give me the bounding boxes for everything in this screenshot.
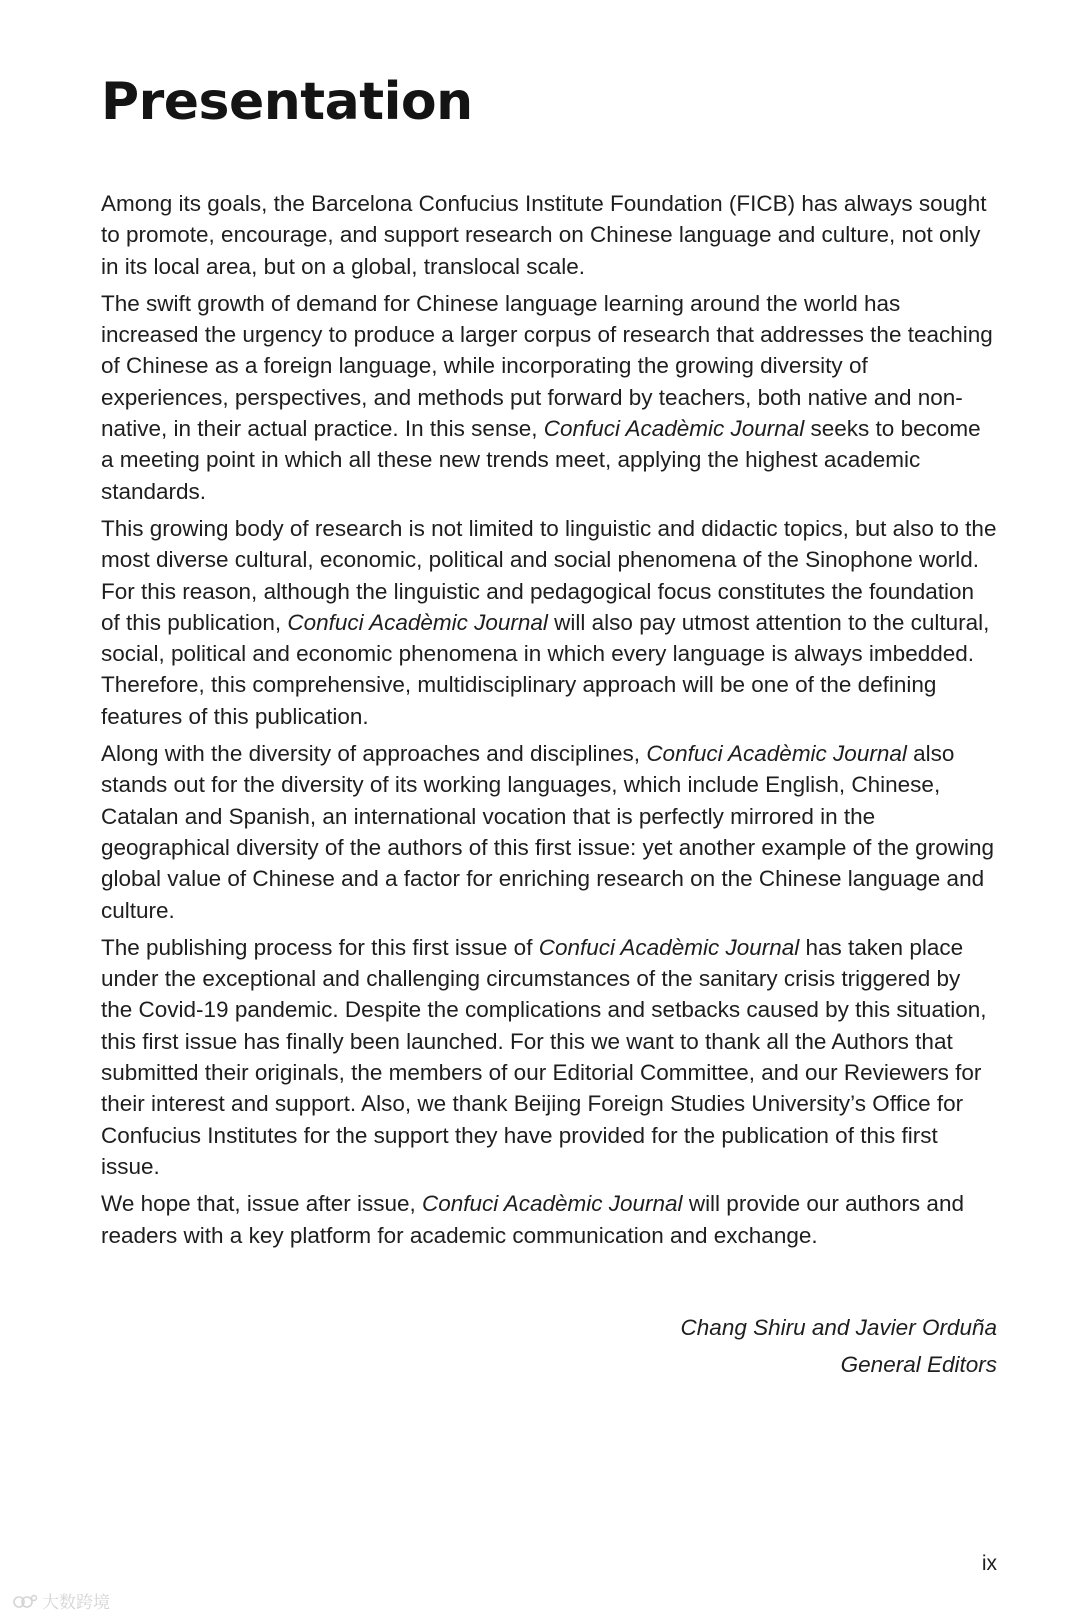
paragraph-6 bbox=[101, 1188, 997, 1251]
paragraph-6-text-before: We hope that, issue after issue, bbox=[101, 1191, 423, 1217]
paragraph-4 bbox=[101, 738, 997, 926]
paragraph-5-text-after: has taken place under the exceptional and challenging circumstances of the sanitary crisis triggered by the Covid-19 pandemic. Despite the complications and setbacks caused by this situation, this first issue has finally been launched. For this we want to thank all the Authors that submitted their originals, the members of our Editorial Committee, and our Reviewers for their interest and support. Also, we thank Beijing Foreign Studies University’s Office for Confucius Institutes for the support they have provided for the publication of this first issue. bbox=[101, 934, 987, 1179]
watermark bbox=[12, 1588, 110, 1613]
signature-role: General Editors bbox=[840, 1352, 997, 1377]
journal-title: Confuci Acadèmic Journal bbox=[422, 1191, 683, 1217]
paragraph-1 bbox=[101, 188, 997, 282]
journal-title: Confuci Acadèmic Journal bbox=[287, 609, 548, 635]
watermark-text: 大数跨境 bbox=[42, 1593, 110, 1613]
page-title: Presentation bbox=[101, 72, 473, 132]
signature-names: Chang Shiru and Javier Orduña bbox=[680, 1315, 997, 1340]
paragraph-4-text-before: Along with the diversity of approaches and disciplines, bbox=[101, 741, 647, 767]
paragraph-4-text-after: also stands out for the diversity of its working languages, which include English, Chinese, Catalan and Spanish, an international vocation that is perfectly mirrored in the geographical diversity of the authors of this first issue: yet another example of the growing global value of Chinese and a factor for enriching research on the Chinese language and culture. bbox=[101, 741, 994, 923]
paragraph-6-text-after: will provide our authors and readers with a key platform for academic communication and exchange. bbox=[101, 1191, 964, 1248]
watermark-logo-icon bbox=[12, 1593, 38, 1609]
paragraph-2-text-before: The swift growth of demand for Chinese language learning around the world has increased the urgency to produce a larger corpus of research that addresses the teaching of Chinese as a foreign language, while incorporating the growing diversity of experiences, perspectives, and methods put forward by teachers, both native and non-native, in their actual practice. In this sense, bbox=[101, 290, 993, 442]
paragraph-2-text-after: seeks to become a meeting point in which all these new trends meet, applying the highest academic standards. bbox=[101, 416, 981, 504]
page-number: ix bbox=[981, 1552, 997, 1575]
paragraph-3-text-after: will also pay utmost attention to the cultural, social, political and economic phenomena in which every language is always imbedded. Therefore, this comprehensive, multidisciplinary approach will be one of the defining features of this publication. bbox=[101, 609, 990, 729]
paragraph-1-text: Among its goals, the Barcelona Confucius Institute Foundation (FICB) has always sought to promote, encourage, and support research on Chinese language and culture, not only in its local area, but on a global, translocal scale. bbox=[101, 191, 987, 279]
paragraph-5 bbox=[101, 932, 997, 1182]
journal-title: Confuci Acadèmic Journal bbox=[538, 934, 800, 960]
journal-title: Confuci Acadèmic Journal bbox=[646, 741, 907, 767]
signature-block bbox=[681, 1309, 997, 1383]
journal-title: Confuci Acadèmic Journal bbox=[543, 416, 805, 442]
paragraph-3-text-before: This growing body of research is not limited to linguistic and didactic topics, but also to the most diverse cultural, economic, political and social phenomena of the Sinophone world. For this reason, although the linguistic and pedagogical focus constitutes the foundation of this publication, bbox=[101, 515, 997, 635]
paragraph-2 bbox=[101, 288, 997, 507]
paragraph-3 bbox=[101, 513, 997, 732]
paragraph-5-text-before: The publishing process for this first issue of bbox=[101, 934, 539, 960]
presentation-body bbox=[101, 188, 997, 1257]
